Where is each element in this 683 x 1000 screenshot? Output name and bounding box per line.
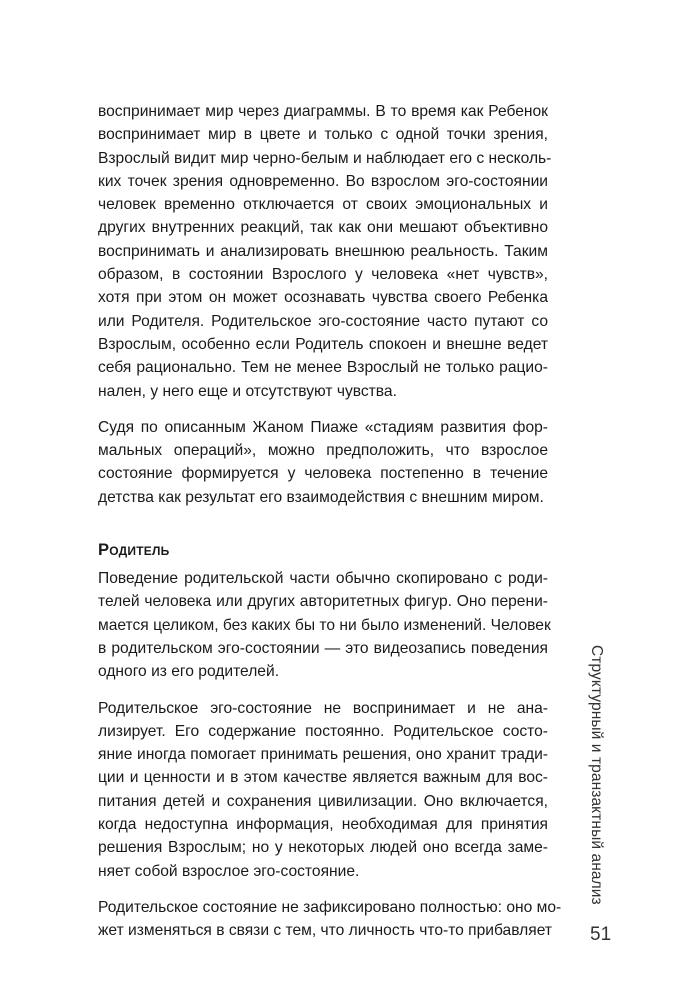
text-line: когда недоступна информация, необходимая для принятия bbox=[98, 816, 548, 834]
text-line: воспринимает мир через диаграммы. В то время как Ребенок bbox=[98, 103, 548, 120]
text-line: няет собой взрослое эго-состояние. bbox=[98, 862, 360, 880]
paragraph-2 bbox=[98, 416, 548, 509]
text-line: Взрослый видит мир черно-белым и наблюдает его с несколь- bbox=[98, 149, 552, 167]
text-line: образом, в состоянии Взрослого у человека «нет чувств», bbox=[98, 266, 548, 284]
text-line: хотя при этом он может осознавать чувства своего Ребенка bbox=[98, 289, 548, 307]
text-line: воспринимать и анализировать внешнюю реальность. Таким bbox=[98, 242, 548, 260]
text-line: человек временно отключается от своих эмоциональных и bbox=[98, 196, 548, 214]
paragraph-3 bbox=[98, 567, 551, 683]
text-line: в родительском эго-состоянии — это видеозапись поведения bbox=[98, 639, 548, 657]
text-line: ции и ценности и в этом качестве является важным для вос- bbox=[98, 769, 548, 787]
text-line: ких точек зрения одновременно. Во взрослом эго-состоянии bbox=[98, 172, 548, 190]
text-line: телей человека или других авторитетных фигур. Оно перени- bbox=[98, 593, 548, 611]
text-line: себя рационально. Тем не менее Взрослый не только рацио- bbox=[98, 359, 548, 377]
paragraph-1 bbox=[98, 100, 552, 403]
text-line: яние иногда помогает принимать решения, оно хранит тради- bbox=[98, 746, 548, 764]
text-line: Родительское эго-состояние не воспринимает и не ана- bbox=[98, 699, 548, 717]
text-line: Родительское состояние не зафиксировано полностью: оно мо- bbox=[98, 898, 562, 916]
text-line: других внутренних реакций, так как они мешают объективно bbox=[98, 219, 548, 237]
page-number: 51 bbox=[590, 924, 612, 945]
text-line: мальных операций», можно предположить, что взрослое bbox=[98, 442, 548, 460]
text-line: мается целиком, без каких бы то ни было изменений. Человек bbox=[98, 616, 551, 634]
text-line: лизирует. Его содержание постоянно. Родительское состо- bbox=[98, 722, 548, 740]
text-line: Поведение родительской части обычно скопировано с роди- bbox=[98, 570, 548, 588]
text-line: питания детей и сохранения цивилизации. Оно включается, bbox=[98, 792, 548, 810]
text-line: Взрослым, особенно если Родитель спокоен и внешне ведет bbox=[98, 335, 548, 353]
text-line: одного из его родителей. bbox=[98, 663, 280, 681]
text-line: решения Взрослым; но у некоторых людей оно всегда заме- bbox=[98, 839, 548, 857]
paragraph-4 bbox=[98, 697, 548, 883]
text-line: нален, у него еще и отсутствуют чувства. bbox=[98, 382, 397, 400]
text-line: воспринимает мир в цвете и только с одной точки зрения, bbox=[98, 126, 548, 144]
paragraph-5 bbox=[98, 896, 562, 943]
text-line: или Родителя. Родительское эго-состояние часто путают со bbox=[98, 312, 548, 330]
text-line: жет изменяться в связи с тем, что личность что-то прибавляет bbox=[98, 922, 552, 940]
text-line: состояние формируется у человека постепенно в течение bbox=[98, 465, 548, 483]
section-heading: Родитель bbox=[98, 540, 170, 560]
text-block bbox=[98, 100, 562, 956]
text-line: Судя по описанным Жаном Пиаже «стадиям развития фор- bbox=[98, 418, 548, 436]
running-title: Структурный и транзактный анализ bbox=[588, 645, 605, 905]
text-line: детства как результат его взаимодействия с внешним миром. bbox=[98, 488, 544, 506]
